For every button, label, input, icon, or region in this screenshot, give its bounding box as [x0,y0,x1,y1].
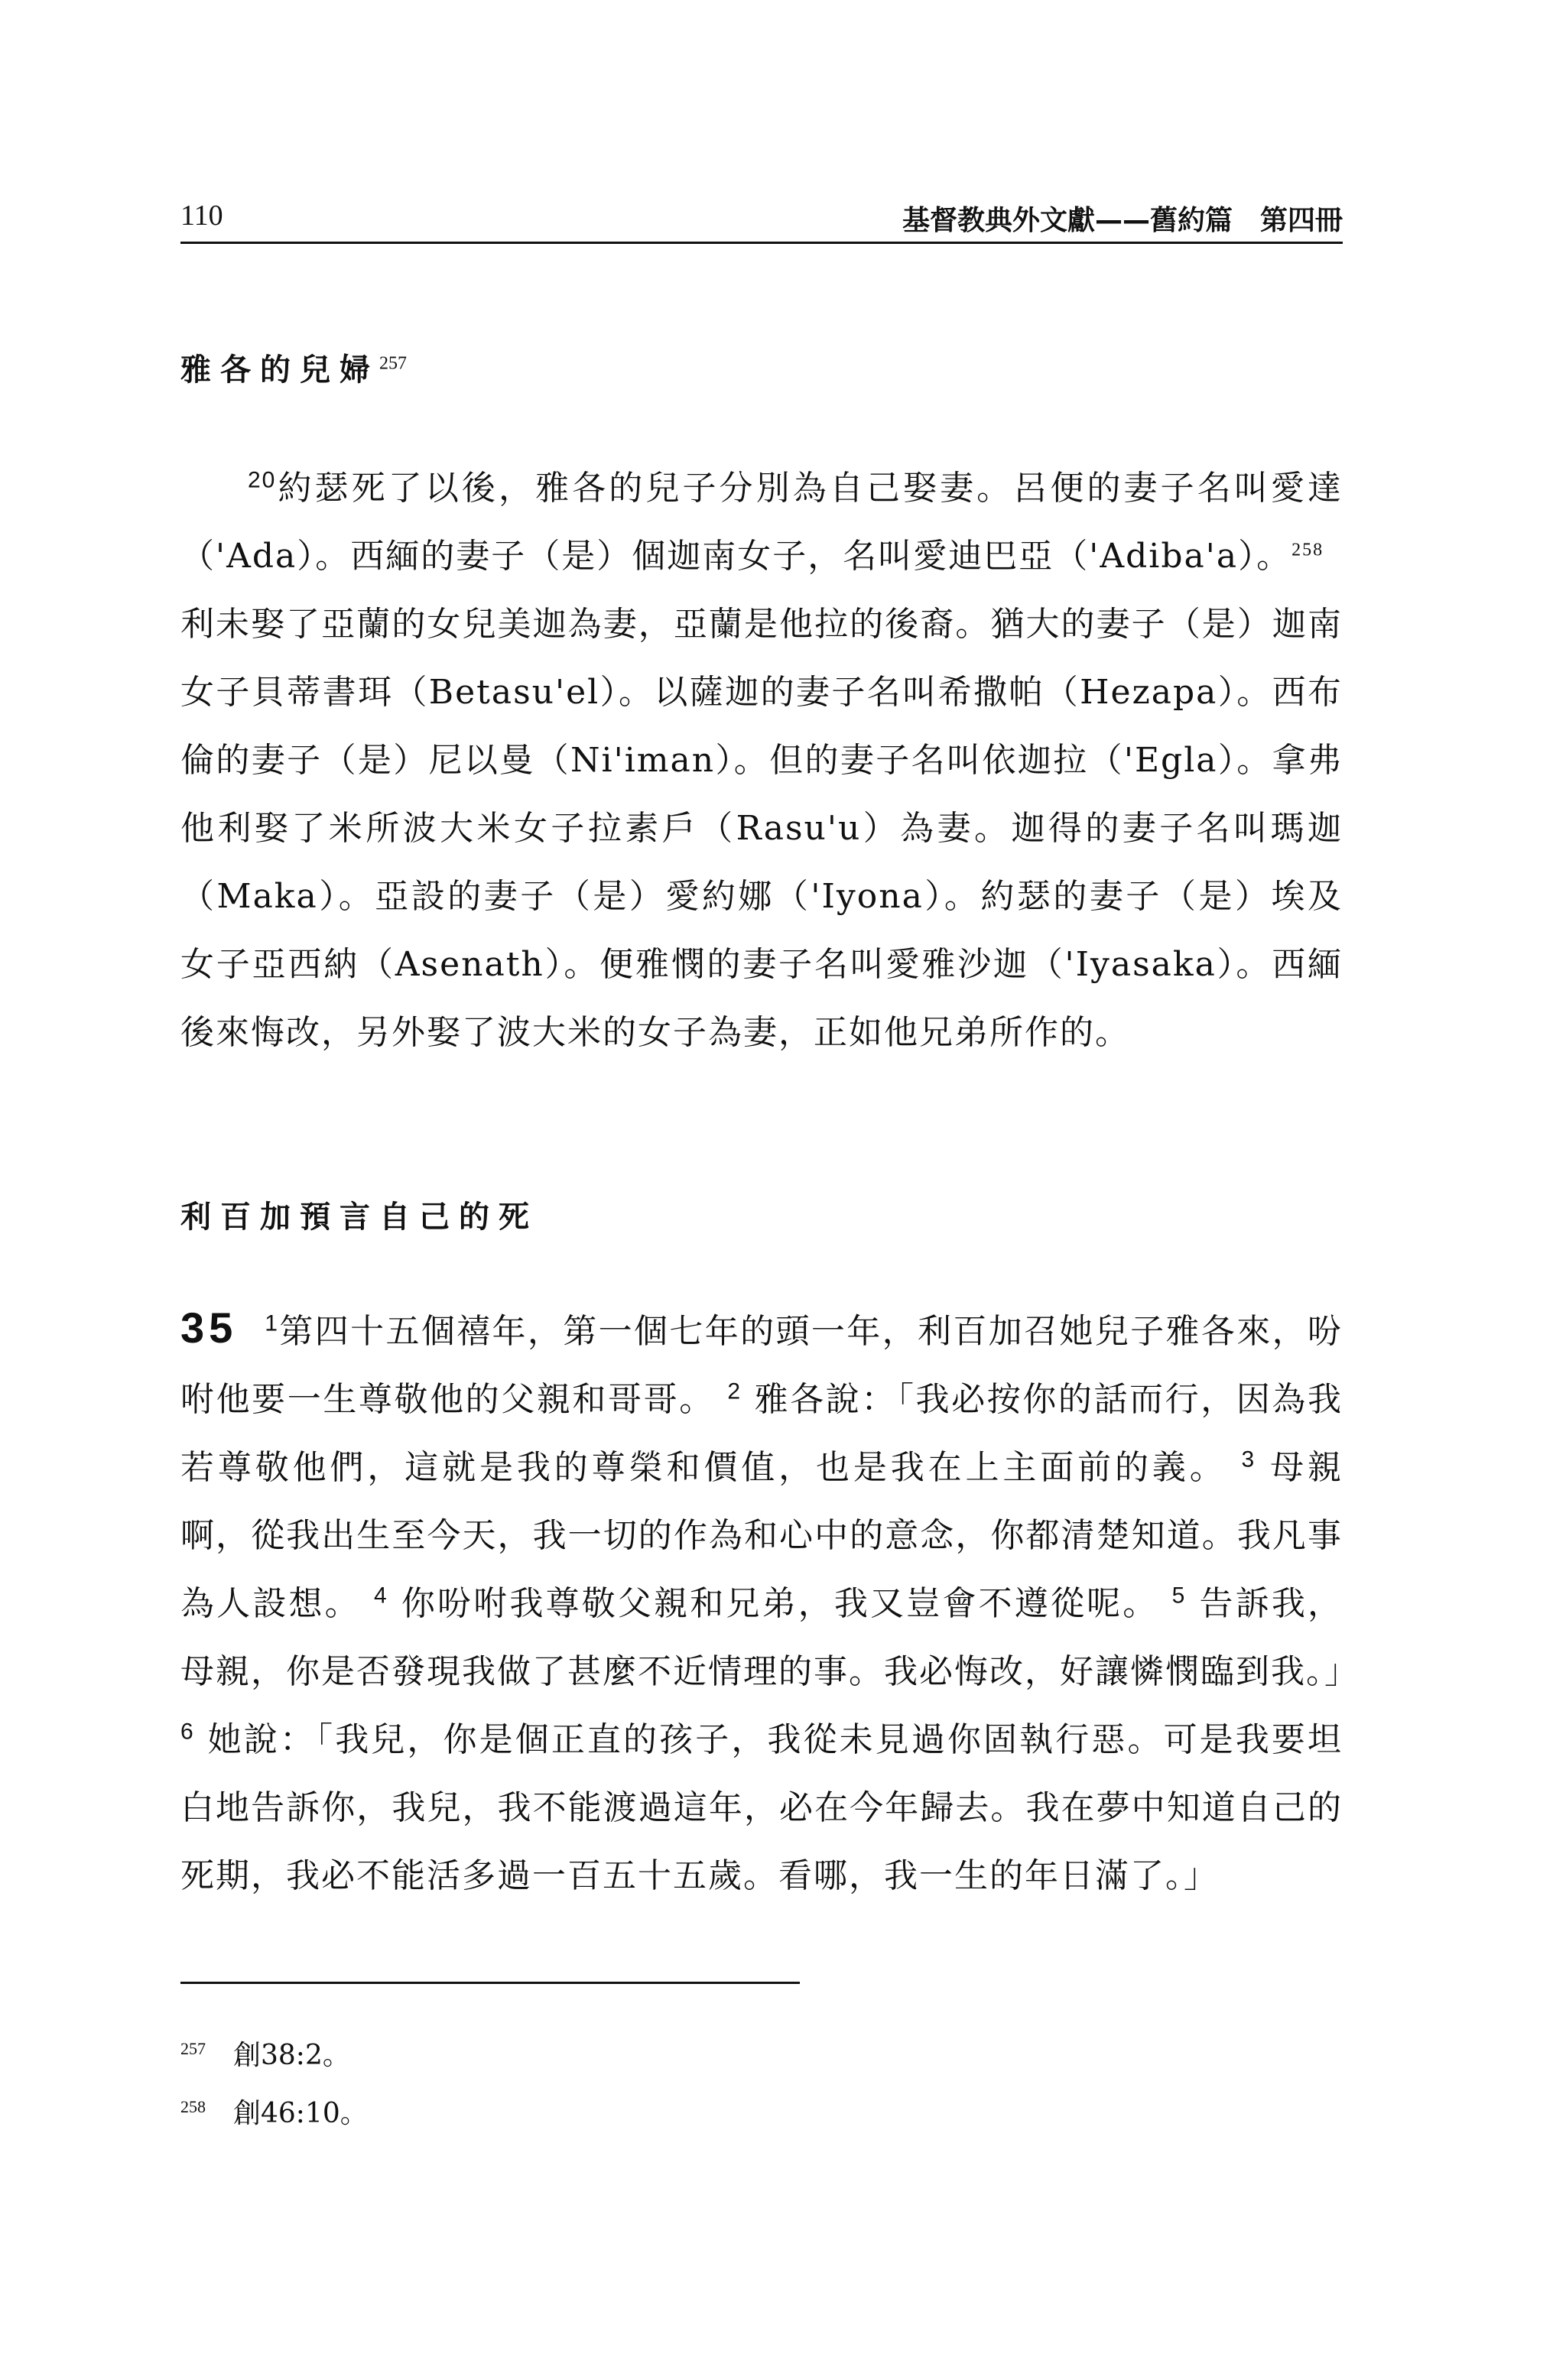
verse-number: 6 [180,1719,195,1745]
footnote-mark: 258 [180,2097,206,2116]
verse-text: 她說：「我兒，你是個正直的孩子，我從未見過你固執行惡。可是我要坦白地告訴你，我兒，我不能渡過這年，必在今年歸去。我在夢中知道自己的死期，我必不能活多過一百五十五歲。看哪，我一生的年日滿了。」 [180,1720,1343,1895]
footnote-text: 創46:10。 [233,2098,368,2129]
page-number: 110 [180,200,223,232]
verse-text: 第四十五個禧年，第一個七年的頭一年，利百加召她兒子雅各來，吩咐他要一生尊敬他的父親和哥哥。 [180,1312,1343,1419]
paragraph-text: 約瑟死了以後，雅各的兒子分別為自己娶妻。呂便的妻子名叫愛達（'Ada）。西緬的妻子（是）個迦南女子，名叫愛迪巴亞（'Adiba'a）。 [180,469,1343,576]
paragraph-chapter-35 [180,1294,1360,1910]
footnote-text: 創38:2。 [233,2040,350,2071]
paragraph-sons-wives [180,454,1360,1067]
footnote-mark: 257 [180,2039,206,2058]
verse-number: 3 [1241,1447,1256,1472]
verse-number: 1 [265,1310,279,1336]
verse-text: 告訴我，母親，你是否發現我做了甚麼不近情理的事。我必悔改，好讓憐憫臨到我。」 [180,1584,1360,1691]
footnote-258 [180,2092,368,2131]
section-title: 利百加預言自己的死 [180,1200,538,1235]
footnote-ref: 258 [1291,540,1324,560]
section-heading-sons-wives [180,346,407,389]
verse-text: 你吩咐我尊敬父親和兄弟，我又豈會不遵從呢。 [401,1584,1159,1623]
verse-text: 雅各說：「我必按你的話而行，因為我若尊敬他們，這就是我的尊榮和價值，也是我在上主面前的義。 [180,1380,1343,1487]
footnote-divider [180,1982,800,1984]
verse-number: 20 [248,467,277,493]
verse-number: 4 [374,1583,388,1609]
section-title: 雅各的兒婦 [180,352,379,388]
section-heading-rebekah [180,1193,538,1236]
paragraph-text: 利未娶了亞蘭的女兒美迦為妻，亞蘭是他拉的後裔。猶大的妻子（是）迦南女子貝蒂書珥（Betasu'el）。以薩迦的妻子名叫希撒帕（Hezapa）。西布倫的妻子（是）尼以曼（Ni'iman）。但的妻子名叫依迦拉（'Egla）。拿弗他利娶了米所波大米女子拉素戶（Rasu'u）為妻。迦得的妻子名叫瑪迦（Maka）。亞設的妻子（是）愛約娜（'Iyona）。約瑟的妻子（是）埃及女子亞西納（Asenath）。便雅憫的妻子名叫愛雅沙迦（'Iyasaka）。西緬後來悔改，另外娶了波大米的女子為妻，正如他兄弟所作的。 [180,537,1360,1052]
footnote-ref: 257 [379,353,407,374]
chapter-number: 35 [180,1304,238,1352]
verse-number: 5 [1171,1583,1187,1609]
running-header [180,196,1343,244]
footnote-257 [180,2034,350,2073]
running-title: 基督教典外文獻——舊約篇 第四冊 [902,205,1343,236]
verse-text: 母親啊，從我出生至今天，我一切的作為和心中的意念，你都清楚知道。我凡事為人設想。 [180,1448,1343,1623]
verse-number: 2 [727,1378,742,1404]
